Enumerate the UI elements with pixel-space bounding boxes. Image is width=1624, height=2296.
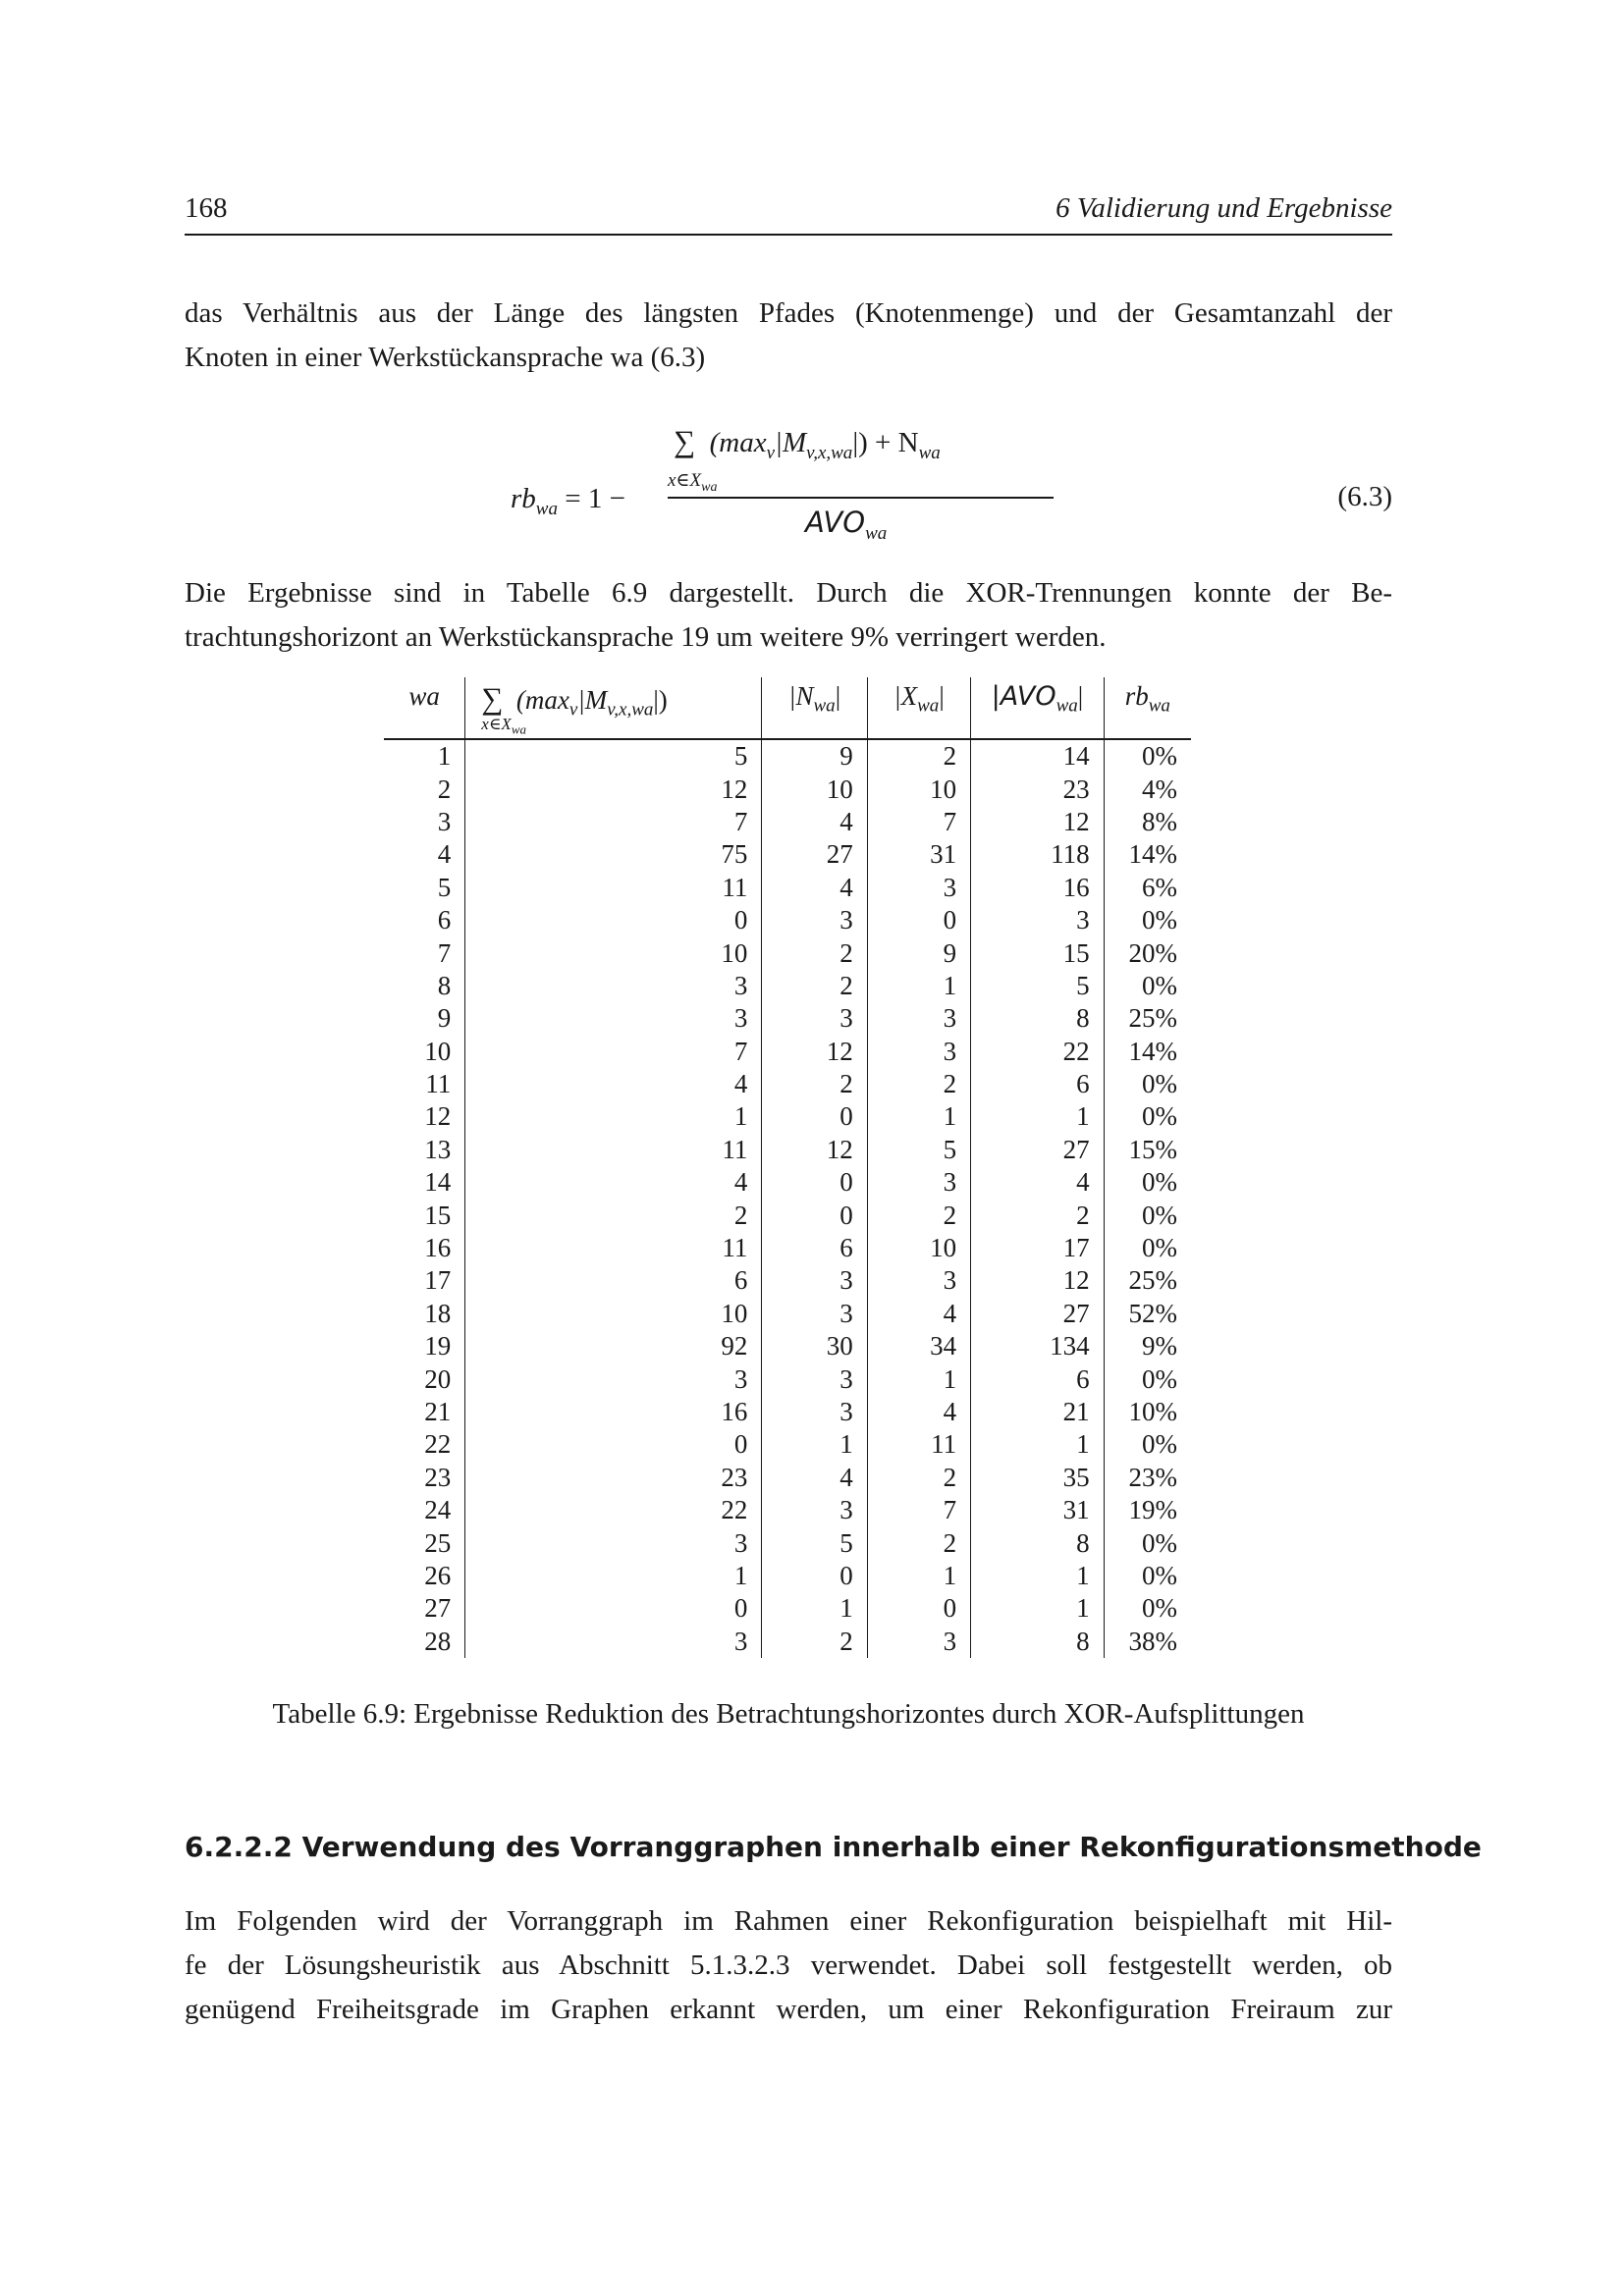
table-cell: 35	[971, 1462, 1104, 1494]
table-cell: 5	[437, 872, 452, 902]
table-cell: 1	[971, 1560, 1104, 1592]
table-cell: 7	[465, 1036, 762, 1068]
table-cell: 0	[465, 1592, 762, 1625]
closing-line-3: genügend Freiheitsgrade im Graphen erkannt werden, um einer Rekonfiguration Freiraum zur	[185, 1994, 1392, 2025]
table-cell: 0	[762, 1199, 867, 1231]
table-cell: 9%	[1104, 1330, 1191, 1362]
header-x-sub: wa	[917, 695, 940, 717]
table-cell: 10	[465, 936, 762, 969]
table-cell: 3	[971, 904, 1104, 936]
table-row	[384, 936, 1191, 969]
table-row	[384, 1298, 1191, 1330]
table-cell: 26	[424, 1560, 452, 1590]
chapter-title: 6 Validierung und Ergebnisse	[1056, 192, 1392, 224]
table-cell: 10	[867, 1232, 970, 1264]
equation-lhs	[511, 483, 625, 520]
header-rb-label: rb	[1124, 681, 1149, 711]
equation-lhs-symbol: rb	[511, 483, 536, 514]
table-cell: 134	[971, 1330, 1104, 1362]
sum-symbol: ∑	[674, 424, 696, 458]
table-cell: 24	[424, 1495, 452, 1525]
table-cell: 13	[424, 1134, 452, 1164]
table-cell: 18	[424, 1298, 452, 1328]
table-cell: 7	[867, 1494, 970, 1526]
table-cell: 1	[971, 1428, 1104, 1461]
header-x	[867, 677, 970, 739]
table-cell: 20	[424, 1363, 452, 1394]
header-avo	[971, 677, 1104, 739]
table-cell: 3	[867, 872, 970, 904]
table-cell: 12	[762, 1036, 867, 1068]
table-row	[384, 1264, 1191, 1297]
page-number: 168	[185, 192, 228, 224]
table-cell: 17	[971, 1232, 1104, 1264]
table-cell: 0	[867, 1592, 970, 1625]
header-x-end: |	[939, 681, 945, 711]
table-cell: 3	[762, 1362, 867, 1395]
table-cell: 38%	[1104, 1626, 1191, 1658]
table-row	[384, 1068, 1191, 1100]
table-cell: 27	[971, 1298, 1104, 1330]
table-cell: 22	[465, 1494, 762, 1526]
table-cell: 118	[971, 838, 1104, 871]
table-cell: 22	[971, 1036, 1104, 1068]
table-cell: 12	[971, 806, 1104, 838]
numerator-plus-n: |) + N	[852, 427, 919, 458]
table-cell: 1	[437, 741, 452, 772]
fraction-bar	[668, 497, 1054, 499]
header-rule	[185, 234, 1392, 236]
table-cell: 2	[465, 1199, 762, 1231]
table-cell: 1	[867, 1100, 970, 1133]
sum-index-sub: wa	[701, 479, 718, 495]
table-cell: 0	[762, 1560, 867, 1592]
table-row	[384, 1134, 1191, 1166]
table-cell: 19	[424, 1331, 452, 1362]
header-max: (max	[515, 685, 569, 715]
table-cell: 75	[465, 838, 762, 871]
table-cell: 20%	[1104, 936, 1191, 969]
table-cell: 3	[762, 1002, 867, 1035]
result-line-2: trachtungshorizont an Werkstückansprache 19 um weitere 9% verringert werden.	[185, 621, 1107, 653]
table-cell: 0	[762, 1166, 867, 1199]
table-cell: 3	[762, 1264, 867, 1297]
table-cell: 1	[867, 1362, 970, 1395]
table-cell: 6	[971, 1068, 1104, 1100]
sum-index-set: x∈X	[668, 470, 702, 491]
table-cell: 23	[971, 773, 1104, 805]
table-row	[384, 739, 1191, 773]
table-cell: 3	[867, 1264, 970, 1297]
header-n-end: |	[835, 681, 841, 711]
table-cell: 9	[867, 936, 970, 969]
header-n-label: |N	[788, 681, 814, 711]
table-cell: 25%	[1104, 1002, 1191, 1035]
table-cell: 2	[867, 1199, 970, 1231]
closing-paragraph	[185, 1899, 1392, 2032]
table-cell: 0%	[1104, 1068, 1191, 1100]
table-cell: 92	[465, 1330, 762, 1362]
table-row	[384, 970, 1191, 1002]
header-avo-sub: wa	[1056, 695, 1078, 717]
header-wa-label: wa	[408, 681, 440, 711]
table-cell: 3	[762, 1494, 867, 1526]
header-sum-max	[465, 677, 762, 739]
closing-line-2: fe der Lösungsheuristik aus Abschnitt 5.1.3.2.3 verwendet. Dabei soll festgestellt werden, ob	[185, 1949, 1392, 1981]
table-cell: 4	[971, 1166, 1104, 1199]
table-cell: 3	[867, 1002, 970, 1035]
equation-lhs-sub: wa	[535, 498, 558, 519]
table-cell: 21	[971, 1396, 1104, 1428]
table-cell: 3	[867, 1626, 970, 1658]
table-cell: 4	[867, 1298, 970, 1330]
table-cell: 15%	[1104, 1134, 1191, 1166]
table-cell: 31	[971, 1494, 1104, 1526]
header-avo-label: |AVO	[991, 681, 1056, 712]
header-sum-symbol: ∑	[481, 681, 504, 716]
table-row	[384, 872, 1191, 904]
table-cell: 8	[437, 970, 452, 1000]
table-row	[384, 1002, 1191, 1035]
header-avo-end: |	[1077, 681, 1084, 711]
table-cell: 1	[971, 1100, 1104, 1133]
table-cell: 34	[867, 1330, 970, 1362]
table-cell: 11	[465, 872, 762, 904]
table-cell: 25%	[1104, 1264, 1191, 1297]
table-cell: 5	[762, 1526, 867, 1559]
table-cell: 6%	[1104, 872, 1191, 904]
table-cell: 3	[762, 904, 867, 936]
table-row	[384, 904, 1191, 936]
table-cell: 8%	[1104, 806, 1191, 838]
table-cell: 15	[424, 1200, 452, 1230]
table-cell: 6	[465, 1264, 762, 1297]
table-cell: 0%	[1104, 1362, 1191, 1395]
table-cell: 2	[971, 1199, 1104, 1231]
equation-denominator	[805, 506, 887, 545]
table-cell: 4%	[1104, 773, 1191, 805]
table-cell: 0	[465, 904, 762, 936]
table-cell: 4	[465, 1166, 762, 1199]
header-wa	[384, 677, 465, 739]
table-cell: 8	[971, 1626, 1104, 1658]
header-x-label: |X	[893, 681, 918, 711]
sum-index	[668, 469, 717, 496]
equation-6-3	[511, 422, 1394, 544]
table-cell: 10	[424, 1036, 452, 1066]
table-cell: 4	[465, 1068, 762, 1100]
equation-numerator	[674, 424, 941, 464]
table-header-row	[384, 677, 1191, 739]
table-cell: 3	[867, 1036, 970, 1068]
table-cell: 5	[465, 739, 762, 773]
equation-number: (6.3)	[1337, 481, 1392, 512]
table-cell: 6	[437, 905, 452, 935]
table-caption: Tabelle 6.9: Ergebnisse Reduktion des Betrachtungshorizontes durch XOR-Aufsplittungen	[272, 1698, 1305, 1730]
table-cell: 27	[971, 1134, 1104, 1166]
table-cell: 52%	[1104, 1298, 1191, 1330]
result-line-1: Die Ergebnisse sind in Tabelle 6.9 dargestellt. Durch die XOR-Trennungen konnte der Be-	[185, 577, 1392, 609]
table-cell: 2	[867, 739, 970, 773]
table-cell: 15	[971, 936, 1104, 969]
table-row	[384, 1199, 1191, 1231]
table-row	[384, 1232, 1191, 1264]
table-cell: 0	[867, 904, 970, 936]
table-cell: 19%	[1104, 1494, 1191, 1526]
table-row	[384, 1526, 1191, 1559]
table-row	[384, 1494, 1191, 1526]
table-cell: 1	[867, 970, 970, 1002]
table-cell: 11	[465, 1134, 762, 1166]
result-paragraph	[185, 571, 1392, 660]
table-cell: 8	[971, 1002, 1104, 1035]
table-cell: 11	[425, 1069, 452, 1099]
table-cell: 0%	[1104, 1592, 1191, 1625]
table-cell: 23	[424, 1462, 452, 1492]
table-cell: 30	[762, 1330, 867, 1362]
table-row	[384, 1560, 1191, 1592]
table-cell: 7	[867, 806, 970, 838]
table-cell: 1	[465, 1560, 762, 1592]
table-cell: 0%	[1104, 1526, 1191, 1559]
table-cell: 14	[424, 1167, 452, 1198]
table-cell: 7	[437, 937, 452, 968]
table-row	[384, 1396, 1191, 1428]
table-cell: 17	[424, 1265, 452, 1296]
table-cell: 0%	[1104, 904, 1191, 936]
table-cell: 12	[971, 1264, 1104, 1297]
table-cell: 16	[424, 1233, 452, 1263]
table-cell: 23	[465, 1462, 762, 1494]
table-cell: 3	[762, 1396, 867, 1428]
table-cell: 11	[465, 1232, 762, 1264]
intro-line-1: das Verhältnis aus der Länge des längsten Pfades (Knotenmenge) und der Gesamtanzahl der	[185, 297, 1392, 329]
table-cell: 1	[762, 1428, 867, 1461]
table-cell: 0%	[1104, 739, 1191, 773]
table-cell: 9	[437, 1003, 452, 1034]
table-cell: 4	[762, 872, 867, 904]
table-cell: 0%	[1104, 1232, 1191, 1264]
table-cell: 3	[762, 1298, 867, 1330]
numerator-max: (max	[709, 427, 767, 458]
table-cell: 5	[971, 970, 1104, 1002]
denominator-avo: AVO	[805, 506, 866, 539]
table-cell: 10	[867, 773, 970, 805]
table-cell: 14%	[1104, 838, 1191, 871]
table-cell: 3	[465, 970, 762, 1002]
table-cell: 23%	[1104, 1462, 1191, 1494]
table-cell: 3	[867, 1166, 970, 1199]
table-cell: 6	[971, 1362, 1104, 1395]
table-cell: 1	[762, 1592, 867, 1625]
table-row	[384, 1626, 1191, 1658]
table-cell: 28	[424, 1626, 452, 1656]
table-cell: 0%	[1104, 970, 1191, 1002]
table-cell: 0%	[1104, 1100, 1191, 1133]
table-cell: 2	[437, 774, 452, 804]
table-cell: 21	[424, 1397, 452, 1426]
table-cell: 11	[867, 1428, 970, 1461]
header-n	[762, 677, 867, 739]
table-row	[384, 1100, 1191, 1133]
table-row	[384, 1462, 1191, 1494]
table-cell: 12	[762, 1134, 867, 1166]
table-cell: 4	[762, 1462, 867, 1494]
table-cell: 10	[465, 1298, 762, 1330]
table-cell: 27	[424, 1593, 452, 1624]
header-m-sub: v,x,wa	[607, 699, 654, 721]
table-cell: 16	[465, 1396, 762, 1428]
closing-line-1: Im Folgenden wird der Vorranggraph im Rahmen einer Rekonfiguration beispielhaft mit Hil-	[185, 1905, 1392, 1937]
table-row	[384, 1330, 1191, 1362]
table-cell: 2	[762, 936, 867, 969]
table-cell: 3	[465, 1626, 762, 1658]
table-cell: 4	[762, 806, 867, 838]
header-n-sub: wa	[813, 695, 836, 717]
numerator-n-sub: wa	[918, 442, 941, 463]
table-cell: 10	[762, 773, 867, 805]
header-m: |M	[577, 685, 608, 715]
table-cell: 16	[971, 872, 1104, 904]
table-row	[384, 1592, 1191, 1625]
numerator-m: |M	[775, 427, 807, 458]
section-heading: 6.2.2.2 Verwendung des Vorranggraphen innerhalb einer Rekonfigurationsmethode	[185, 1831, 1482, 1863]
table-cell: 0	[762, 1100, 867, 1133]
table-cell: 0%	[1104, 1560, 1191, 1592]
header-rb	[1104, 677, 1191, 739]
table-cell: 9	[762, 739, 867, 773]
header-sum-index-set: x∈X	[481, 715, 512, 734]
table-row	[384, 838, 1191, 871]
table-cell: 7	[465, 806, 762, 838]
table-cell: 1	[971, 1592, 1104, 1625]
table-cell: 12	[424, 1101, 452, 1132]
table-cell: 6	[762, 1232, 867, 1264]
equation-minus: = 1 −	[557, 483, 625, 514]
table-cell: 27	[762, 838, 867, 871]
intro-line-2: Knoten in einer Werkstückansprache wa (6.3)	[185, 342, 706, 373]
table-cell: 5	[867, 1134, 970, 1166]
denominator-sub: wa	[865, 522, 888, 544]
header-close: |)	[653, 685, 668, 715]
table-body	[384, 739, 1191, 1658]
table-row	[384, 1036, 1191, 1068]
table-row	[384, 806, 1191, 838]
table-row	[384, 773, 1191, 805]
table-cell: 1	[867, 1560, 970, 1592]
table-cell: 2	[762, 1626, 867, 1658]
numerator-v: v	[766, 442, 776, 463]
table-cell: 25	[424, 1527, 452, 1558]
table-cell: 2	[867, 1462, 970, 1494]
header-rb-sub: wa	[1148, 695, 1170, 717]
table-cell: 10%	[1104, 1396, 1191, 1428]
table-cell: 0%	[1104, 1166, 1191, 1199]
table-row	[384, 1166, 1191, 1199]
numerator-m-sub: v,x,wa	[806, 442, 853, 463]
table-cell: 14%	[1104, 1036, 1191, 1068]
table-cell: 0%	[1104, 1428, 1191, 1461]
header-max-v: v	[568, 699, 578, 721]
table-cell: 4	[437, 839, 452, 870]
results-table	[384, 677, 1191, 1658]
table-cell: 2	[867, 1526, 970, 1559]
table-cell: 2	[762, 1068, 867, 1100]
intro-paragraph	[185, 292, 1392, 380]
table-cell: 14	[971, 739, 1104, 773]
table-cell: 1	[465, 1100, 762, 1133]
table-row	[384, 1362, 1191, 1395]
table-cell: 0%	[1104, 1199, 1191, 1231]
table-cell: 2	[762, 970, 867, 1002]
table-cell: 31	[867, 838, 970, 871]
table-cell: 0	[465, 1428, 762, 1461]
table-cell: 3	[465, 1526, 762, 1559]
table-cell: 12	[465, 773, 762, 805]
table-cell: 8	[971, 1526, 1104, 1559]
table-cell: 22	[424, 1429, 452, 1460]
table-row	[384, 1428, 1191, 1461]
table-cell: 3	[437, 806, 452, 836]
table-cell: 3	[465, 1362, 762, 1395]
table-cell: 4	[867, 1396, 970, 1428]
table-cell: 3	[465, 1002, 762, 1035]
table-cell: 2	[867, 1068, 970, 1100]
header-sum-index-sub: wa	[511, 721, 526, 737]
